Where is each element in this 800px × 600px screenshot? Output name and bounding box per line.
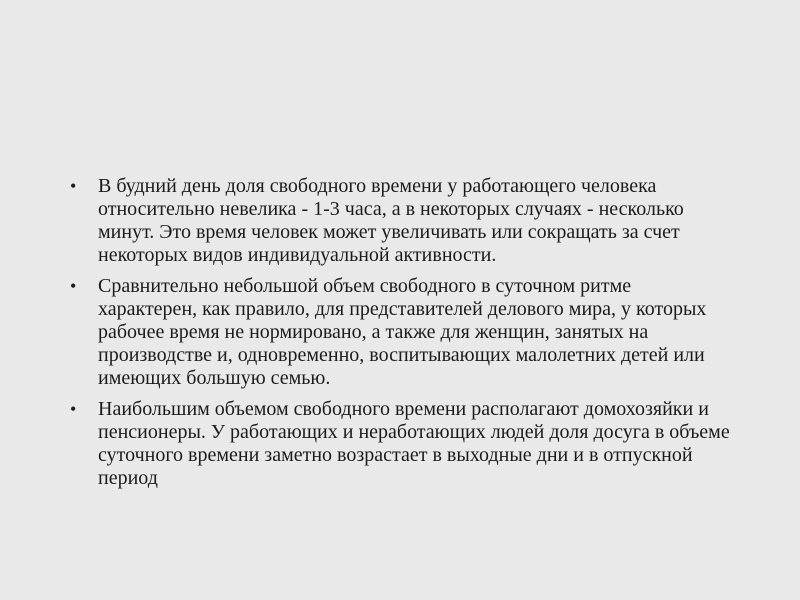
bullet-list — [70, 175, 730, 490]
bullet-item-3 — [70, 398, 730, 490]
bullet-text-3: Наибольшим объемом свободного времени располагают домохозяйки и пенсионеры. У работающих и неработающих людей доля досуга в объеме суточного времени заметно возрастает в выходные дни и в отпускной период — [98, 398, 730, 489]
bullet-item-1 — [70, 175, 730, 267]
bullet-icon: • — [70, 399, 77, 419]
slide-content — [70, 175, 730, 498]
bullet-icon: • — [70, 176, 77, 196]
bullet-text-2: Сравнительно небольшой объем свободного в суточном ритме характерен, как правило, для представителей делового мира, у которых рабочее время не нормировано, а также для женщин, занятых на производстве и, одновременно, воспитывающих малолетних детей или имеющих большую семью. — [98, 275, 707, 389]
bullet-icon: • — [70, 276, 77, 296]
bullet-item-2 — [70, 275, 730, 390]
bullet-text-1: В будний день доля свободного времени у работающего человека относительно невелика - 1-3 часа, а в некоторых случаях - несколько минут. Это время человек может увеличивать или сокращать за счет некоторых видов индивидуальной активности. — [98, 175, 684, 266]
